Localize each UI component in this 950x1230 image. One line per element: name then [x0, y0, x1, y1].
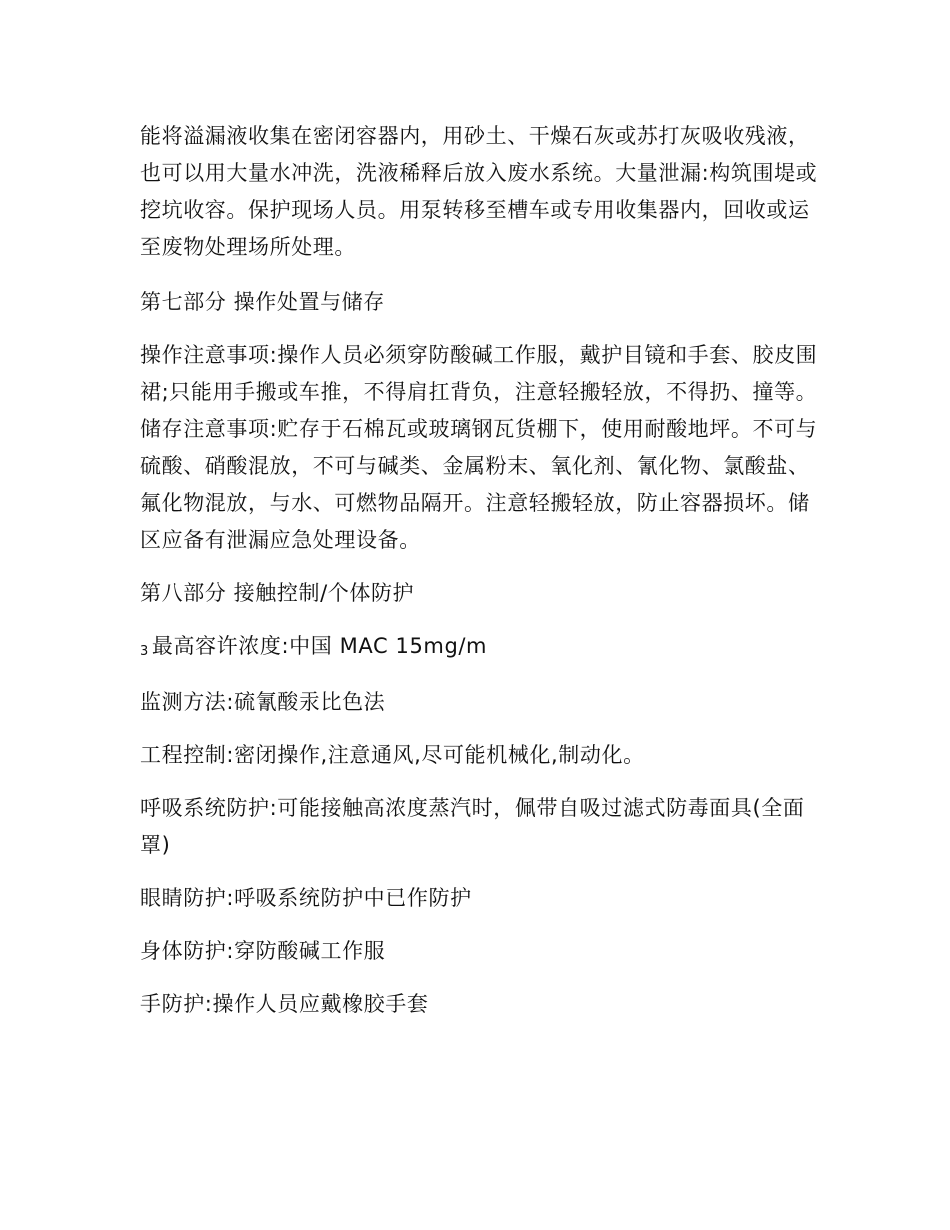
respiratory-protection: 呼吸系统防护:可能接触高浓度蒸汽时，佩带自吸过滤式防毒面具(全面罩) [140, 796, 805, 857]
section-8-heading: 第八部分 接触控制/个体防护 [140, 581, 415, 605]
mac-line [140, 628, 830, 668]
body-protection: 身体防护:穿防酸碱工作服 [140, 939, 386, 963]
document-body [140, 118, 830, 1023]
eye-protection: 眼睛防护:呼吸系统防护中已作防护 [140, 886, 472, 910]
handling-storage-paragraph: 操作注意事项:操作人员必须穿防酸碱工作服，戴护目镜和手套、胶皮围裙;只能用手搬或车推，不得肩扛背负，注意轻搬轻放，不得扔、撞等。 储存注意事项:贮存于石棉瓦或玻璃钢瓦货棚下，使用耐酸地坪。不可与硫酸、硝酸混放，不可与碱类、金属粉末、氧化剂、氰化物、氯酸盐、氟化物混放，与水、可燃物品隔开。注意轻搬轻放，防止容器损坏。储区应备有泄漏应急处理设备。 [140, 343, 818, 552]
hand-protection: 手防护:操作人员应戴橡胶手套 [140, 992, 429, 1016]
section-7-heading: 第七部分 操作处置与储存 [140, 290, 385, 314]
monitoring-method: 监测方法:硫氰酸汞比色法 [140, 690, 386, 714]
spill-handling-paragraph: 能将溢漏液收集在密闭容器内，用砂土、干燥石灰或苏打灰吸收残液，也可以用大量水冲洗，洗液稀释后放入废水系统。大量泄漏:构筑围堤或挖坑收容。保护现场人员。用泵转移至槽车或专用收集器内，回收或运至废物处理场所处理。 [140, 124, 818, 259]
mac-text: 最高容许浓度:中国 MAC 15mg/m [151, 634, 488, 658]
engineering-control: 工程控制:密闭操作,注意通风,尽可能机械化,制动化。 [140, 743, 645, 767]
mac-superscript: 3 [140, 644, 149, 659]
